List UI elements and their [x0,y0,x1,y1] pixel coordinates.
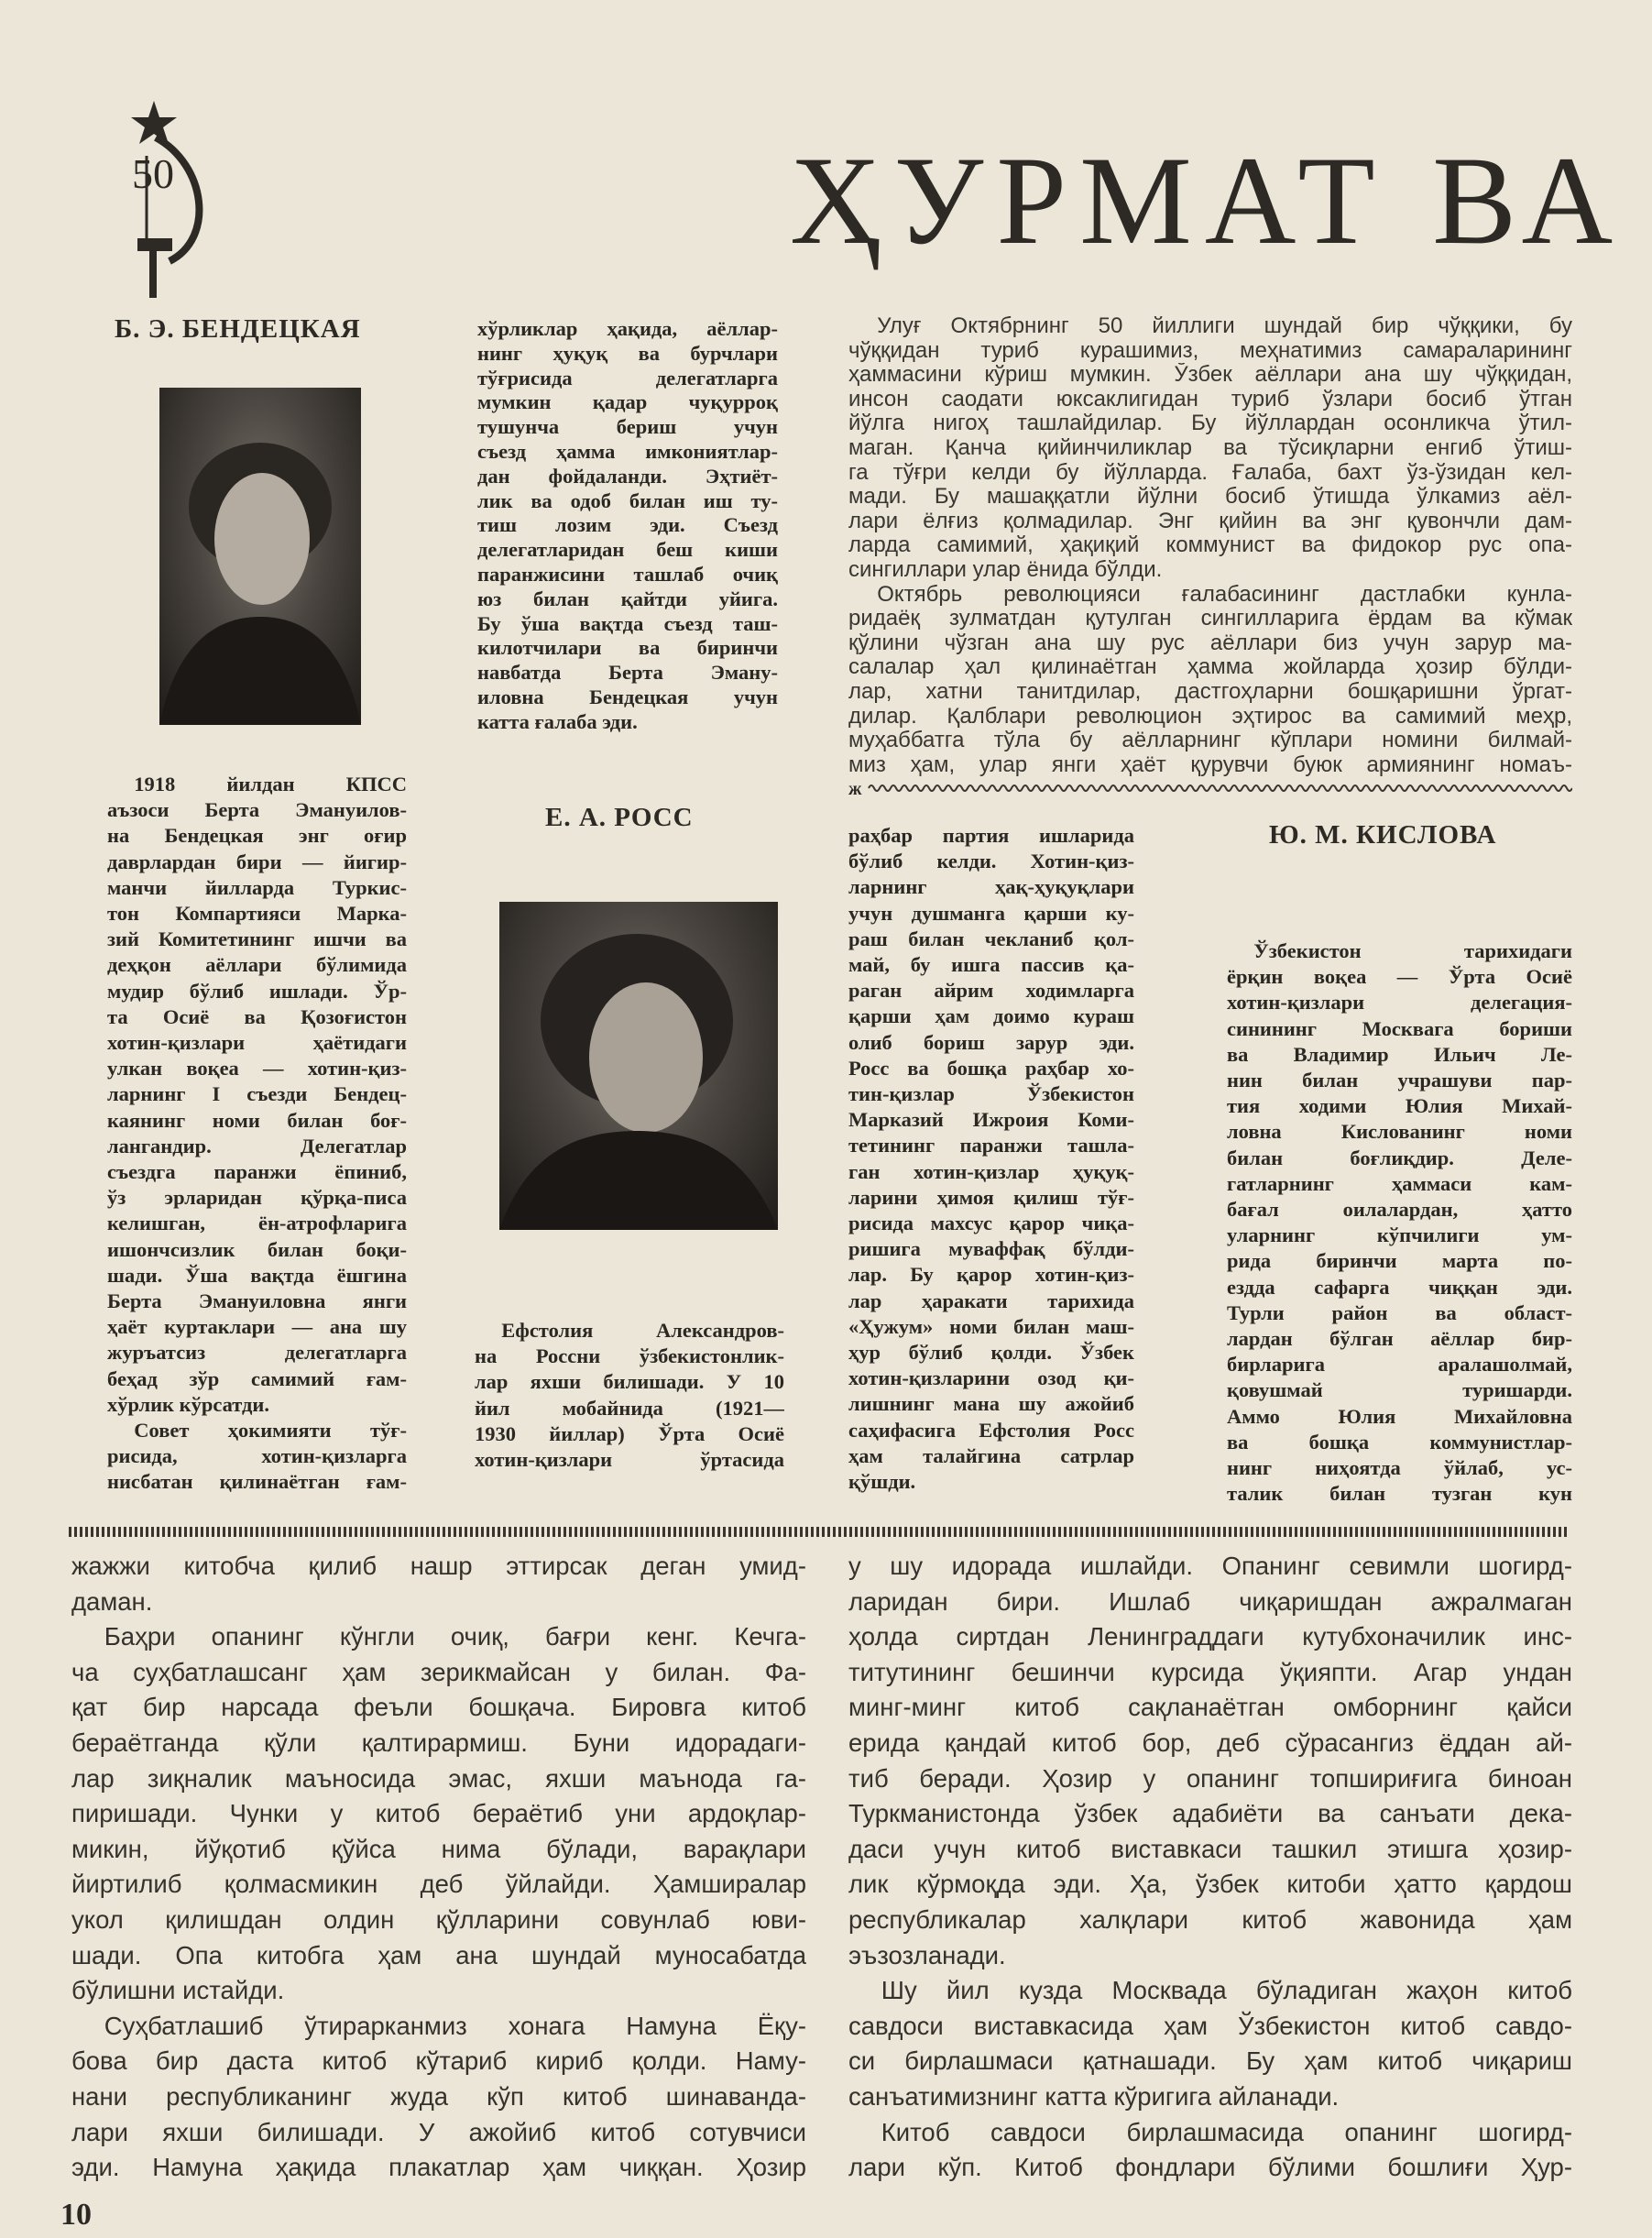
text-line: муҳаббатга тўла бу аёлларнинг кўплари номини билмай- [848,729,1572,753]
text-line: саҳифасига Ефстолия Росс [848,1418,1134,1442]
text-line: раш билан чекланиб қол- [848,927,1134,950]
text-line: ришига муваффақ бўлди- [848,1237,1134,1261]
caption-ross [475,1318,784,1473]
text-line: журъатсиз делегатларга [107,1341,407,1365]
wavy-divider [848,779,1572,797]
text-line: нинг ниҳоятда ўйлаб, ус- [1227,1456,1572,1480]
text-line: пиришади. Чунки у китоб бераётиб уни ардоқлар- [71,1799,806,1828]
bottom-left-text [71,1549,806,2186]
text-line: «Ҳужум» номи билан маш- [848,1314,1134,1338]
text-line: йиртилиб қолмасмикин деб ўйлайди. Ҳамширалар [71,1870,806,1899]
text-line: маган. Қанча қийинчиликлар ва тўсиқларни енгиб ўтиш- [848,435,1572,460]
name-heading-bendetskaya: Б. Э. БЕНДЕЦКАЯ [115,314,361,344]
text-line: та Осиё ва Қозоғистон [107,1004,407,1028]
text-line: тўғрисида делегатларга [477,366,778,389]
text-line: хотин-қизлари делегация- [1227,991,1572,1015]
text-line: 1918 йилдан КПСС [134,773,407,795]
column-bendetskaya-continued [477,317,778,735]
text-line: лар, хатни танитдилар, дастгоҳларни бошқаришни ўргат- [848,679,1572,704]
text-line: қат бир нарсада феъли бошқача. Бировга китоб [71,1693,806,1722]
text-line: титутининг бешинчи курсида ўқияпти. Агар ундан [848,1657,1572,1686]
text-line: лик кўрмоқда эди. Ҳа, ўзбек китоби ҳатто қардош [848,1870,1572,1899]
text-line: манчи йилларда Туркис- [107,875,407,899]
text-line: ерида қандай китоб бор, деб сўрасангиз ёддан ай- [848,1728,1572,1757]
text-line: мумкин қадар чуқурроқ [477,390,778,414]
text-line: на Россни ўзбекистонлик- [475,1344,784,1368]
text-line: олиб бориш зарур эди. [848,1030,1134,1054]
name-heading-ross: Е. А. РОСС [545,803,694,832]
text-line: тон Компартияси Марка- [107,902,407,926]
text-line: лари ёлғиз қолмадилар. Энг қийин ва энг қувончли дам- [848,509,1572,533]
text-line: нин билан учрашуви пар- [1227,1069,1572,1092]
text-line: рисида, хотин-қизларга [107,1444,407,1468]
text-line: на Бендецкая энг оғир [107,824,407,848]
text-line: ҳаммасини кўриш мумкин. Ўзбек аёллари ана шу чўққидан, [848,363,1572,388]
text-line: Бу ўша вақтда съезд таш- [477,611,778,635]
text-line: тин-қизлар Ўзбекистон [848,1082,1134,1106]
text-line: Шу йил кузда Москвада бўладиган жаҳон китоб [881,1976,1572,2005]
text-line: Ефстолия Александров- [501,1319,784,1342]
text-line: ловна Кислованинг номи [1227,1120,1572,1144]
text-line: нани республиканинг жуда кўп китоб шинаванда- [71,2081,806,2111]
jubilee-emblem-icon [119,101,229,298]
text-line: бераётганда қўли қалтирармиш. Буни идорадаги- [71,1728,806,1757]
text-line: йўлга нигоҳ ташлайдилар. Бу йўллардан осонликча ўтил- [848,411,1572,436]
text-line: Улуғ Октябрнинг 50 йиллиги шундай бир чўққики, бу [877,314,1572,338]
text-line: Туркманистонда ўзбек адабиёти ва санъати дека- [848,1799,1572,1828]
text-line: хотин-қизлари ҳаётидаги [107,1031,407,1055]
text-line: ҳам талайгина сатрлар [848,1443,1134,1467]
text-line: Турли район ва област- [1227,1300,1572,1324]
text-line: даврлардан бири — йигир- [107,850,407,873]
text-line: раҳбар партия ишларида [848,824,1134,847]
text-line: навбатда Берта Эману- [477,661,778,685]
text-line: эъзозланади. [848,1940,1006,1969]
text-line: ва бошқа коммунистлар- [1227,1430,1572,1454]
text-line: сингиллари улар ёнида бўлди. [848,557,1163,582]
text-line: бирларига аралашолмай, [1227,1353,1572,1377]
text-line: санъатимизнинг катта кўригига айланади. [848,2081,1340,2111]
portrait-bendetskaya [159,388,361,725]
text-line: ларда самимий, ҳақиқий коммунист ва фидокор рус опа- [848,533,1572,558]
text-line: ҳолда сиртдан Ленинграддаги кутубхоначилик инс- [848,1622,1572,1651]
text-line: беҳад зўр самимий ғам- [107,1366,407,1390]
text-line: ўз эрларидан қўрқа-писа [107,1186,407,1210]
text-line: лари яхши билишади. У ажойиб китоб сотувчиси [71,2117,806,2146]
text-line: даман. [71,1586,153,1616]
text-line: лар ҳаракати тарихида [848,1289,1134,1312]
text-line: учун душманга қарши ку- [848,901,1134,925]
text-line: хўрлик кўрсатди. [107,1392,270,1416]
text-line: укол қилишдан олдин қўлларини совунлаб юви- [71,1904,806,1934]
portrait-silhouette-icon [159,388,361,725]
text-line: лар. Бу қарор хотин-қиз- [848,1263,1134,1287]
text-line: каянинг номи билан боғ- [107,1108,407,1132]
text-line: Суҳбатлашиб ўтирарканмиз хонага Намуна Ёқу- [104,2011,806,2040]
text-line: инсон саодати юксаклигидан туриб ўзлари босиб ўтган [848,387,1572,411]
text-line: гатларнинг ҳаммаси кам- [1227,1171,1572,1195]
text-line: шади. Опа китобга ҳам ана шундай муносабатда [71,1940,806,1969]
text-line: Баҳри опанинг кўнгли очиқ, бағри кенг. Кечга- [104,1622,806,1651]
text-line: Совет ҳокимияти тўғ- [134,1419,407,1443]
text-line: Аммо Юлия Михайловна [1227,1404,1572,1428]
svg-text:50: 50 [132,150,174,197]
text-line: қовушмай туришарди. [1227,1378,1572,1402]
text-line: ишончсизлик билан боқи- [107,1237,407,1261]
text-line: жажжи китобча қилиб нашр эттирсак деган умид- [71,1552,806,1580]
text-line: қўлини чўзган ана шу рус аёллари биз учун зарур ма- [848,631,1572,655]
text-line: хотин-қизлари ўртасида [475,1448,784,1472]
text-line: даси учун китоб виставкаси ташкил этишга ҳозир- [848,1834,1572,1863]
text-line: май, бу ишга пассив қа- [848,953,1134,977]
text-line: мади. Бу машаққатли йўлни босиб ўтишда ўлкамиз аёл- [848,485,1572,510]
text-line: Ўзбекистон тарихидаги [1253,939,1572,962]
text-line: тиб беради. Ҳозир у опанинг топшириғига биноан [848,1763,1572,1793]
text-line: ҳаёт куртаклари — ана шу [107,1315,407,1339]
text-line: лишнинг мана шу ажойиб [848,1392,1134,1416]
text-line: лардан бўлган аёллар бир- [1227,1327,1572,1351]
text-line: минг-минг китоб сақланаётган омборнинг қайси [848,1693,1572,1722]
column-ross-text [848,823,1134,1495]
text-line: лар яхши билишади. У 10 [475,1370,784,1394]
text-line: лари кўп. Китоб фондлари бўлими бошлиғи Ҳур- [848,2153,1572,2182]
text-line: съездга паранжи ёпиниб, [107,1160,407,1184]
bottom-right-text [848,1549,1572,2186]
text-line: 1930 йиллар) Ўрта Осиё [475,1421,784,1445]
text-line: Росс ва бошқа раҳбар хо- [848,1056,1134,1080]
portrait-ross [499,902,778,1230]
text-line: тия ходими Юлия Михай- [1227,1094,1572,1118]
text-line: катта ғалаба эди. [477,709,638,733]
text-line: ларини ҳимоя қилиш тўғ- [848,1185,1134,1209]
text-line: га тўғри келди бу йўлларда. Ғалаба, бахт ўз-ўзидан кел- [848,460,1572,485]
text-line: зий Комитетининг ишчи ва [107,927,407,951]
text-line: билан боғлиқдир. Деле- [1227,1146,1572,1169]
text-line: ларнинг ҳақ-ҳуқуқлари [848,875,1134,899]
text-line: нинг ҳуқуқ ва бурчлари [477,341,778,365]
text-line: съезд ҳамма имкониятлар- [477,439,778,463]
text-line: Берта Эмануиловна янги [107,1289,407,1313]
column-kislova-text [1227,938,1572,1507]
text-line: қарши ҳам доимо кураш [848,1004,1134,1028]
text-line: рида биринчи марта по- [1227,1249,1572,1273]
text-line: килотчилари ва биринчи [477,636,778,660]
text-line: йил мобайнида (1921— [475,1396,784,1420]
text-line: қўшди. [848,1470,916,1494]
text-line: ҳур бўлиб қолди. Ўзбек [848,1341,1134,1365]
text-line: уларнинг кўпчилиги ум- [1227,1223,1572,1247]
text-line: паранжисини ташлаб очиқ [477,562,778,586]
text-line: хўрликлар ҳақида, аёллар- [477,317,778,340]
text-line: тушунча бериш учун [477,415,778,439]
text-line: чўққидан туриб курашимиз, меҳнатимиз самараларининг [848,338,1572,363]
portrait-silhouette-icon [499,902,778,1230]
text-line: миз ҳам, улар янги ҳаёт қурувчи буюк армиянинг номаъ- [848,752,1572,777]
text-line: дан фойдаланди. Эҳтиёт- [477,464,778,488]
text-line: аъзоси Берта Эмануилов- [107,798,407,822]
name-heading-kislova: Ю. М. КИСЛОВА [1269,820,1497,850]
text-line: деҳқон аёллари бўлимида [107,953,407,977]
text-line: бўлишни истайди. [71,1976,285,2005]
text-line: республикалар халқлари китоб жавонида ҳам [848,1904,1572,1934]
text-line: хотин-қизларини озод қи- [848,1366,1134,1390]
text-line: микин, йўқотиб қўйса нима бўлади, варақлари [71,1834,806,1863]
text-line: улкан воқеа — хотин-қиз- [107,1057,407,1081]
text-line: раган айрим ходимларга [848,979,1134,1003]
text-line: дилар. Қалблари революцион эҳтирос ва самимий меҳр, [848,704,1572,729]
text-line: делегатларидан беш киши [477,538,778,562]
section-divider-rule [69,1527,1568,1537]
text-line: лар зиқналик маъносида эмас, яхши маънода га- [71,1763,806,1793]
text-line: си бирлашмаси қатнашади. Бу ҳам китоб чиқариш [848,2046,1572,2076]
text-line: тетининг паранжи ташла- [848,1134,1134,1157]
text-line: синининг Москвага бориши [1227,1016,1572,1040]
text-line: иловна Бендецкая учун [477,685,778,708]
text-line: ларидан бири. Ишлаб чиқаришдан ажралмаган [848,1586,1572,1616]
column-bendetskaya-text [107,772,407,1496]
page-number: 10 [60,2198,92,2232]
intro-text [848,314,1572,777]
text-line: лангандир. Делегатлар [107,1134,407,1157]
text-line: бўлиб келди. Хотин-қиз- [848,850,1134,873]
text-line: келишган, ён-атрофларига [107,1212,407,1235]
text-line: Китоб савдоси бирлашмасида опанинг шогирд- [881,2117,1572,2146]
text-line: юз билан қайтди уйига. [477,587,778,610]
text-line: мудир бўлиб ишлади. Ўр- [107,979,407,1003]
text-line: у шу идорада ишлайди. Опанинг севимли шогирд- [848,1552,1572,1580]
text-line: ва Владимир Ильич Ле- [1227,1042,1572,1066]
text-line: ча суҳбатлашсанг ҳам зерикмайсан у билан. Фа- [71,1657,806,1686]
text-line: Октябрь революцияси ғалабасининг дастлабки кунла- [877,582,1572,607]
text-line: бағал оилалардан, ҳатто [1227,1198,1572,1222]
text-line: лик ва одоб билан иш ту- [477,488,778,512]
text-line: бова бир даста китоб кўтариб кириб қолди. Наму- [71,2046,806,2076]
text-line: савдоси виставкасида ҳам Ўзбекистон китоб савдо- [848,2011,1572,2040]
text-line: талик билан тузган кун [1227,1482,1572,1506]
text-line: ридаёқ зулматдан қутулган сингилларига ёрдам ва кўмак [848,607,1572,631]
text-line: ёрқин воқеа — Ўрта Осиё [1227,965,1572,989]
text-line: салалар ҳал қилинаётган ҳамма жойларда ҳозир бўлди- [848,655,1572,680]
text-line: ган хотин-қизлар ҳуқуқ- [848,1159,1134,1183]
article-title: ҲУРМАТ ВА [790,130,1626,270]
text-line: эди. Намуна ҳақида плакатлар ҳам чиққан. Ҳозир [71,2153,806,2182]
text-line: шади. Ўша вақтда ёшгина [107,1263,407,1287]
text-line: тиш лозим эди. Съезд [477,513,778,537]
text-line: рисида махсус қарор чиқа- [848,1212,1134,1235]
svg-text:ж: ж [848,779,862,797]
text-line: нисбатан қилинаётган ғам- [107,1470,407,1494]
text-line: Марказий Ижроия Коми- [848,1108,1134,1132]
text-line: ездда сафарга чиққан эди. [1227,1275,1572,1299]
text-line: ларнинг I съезди Бендец- [107,1082,407,1106]
